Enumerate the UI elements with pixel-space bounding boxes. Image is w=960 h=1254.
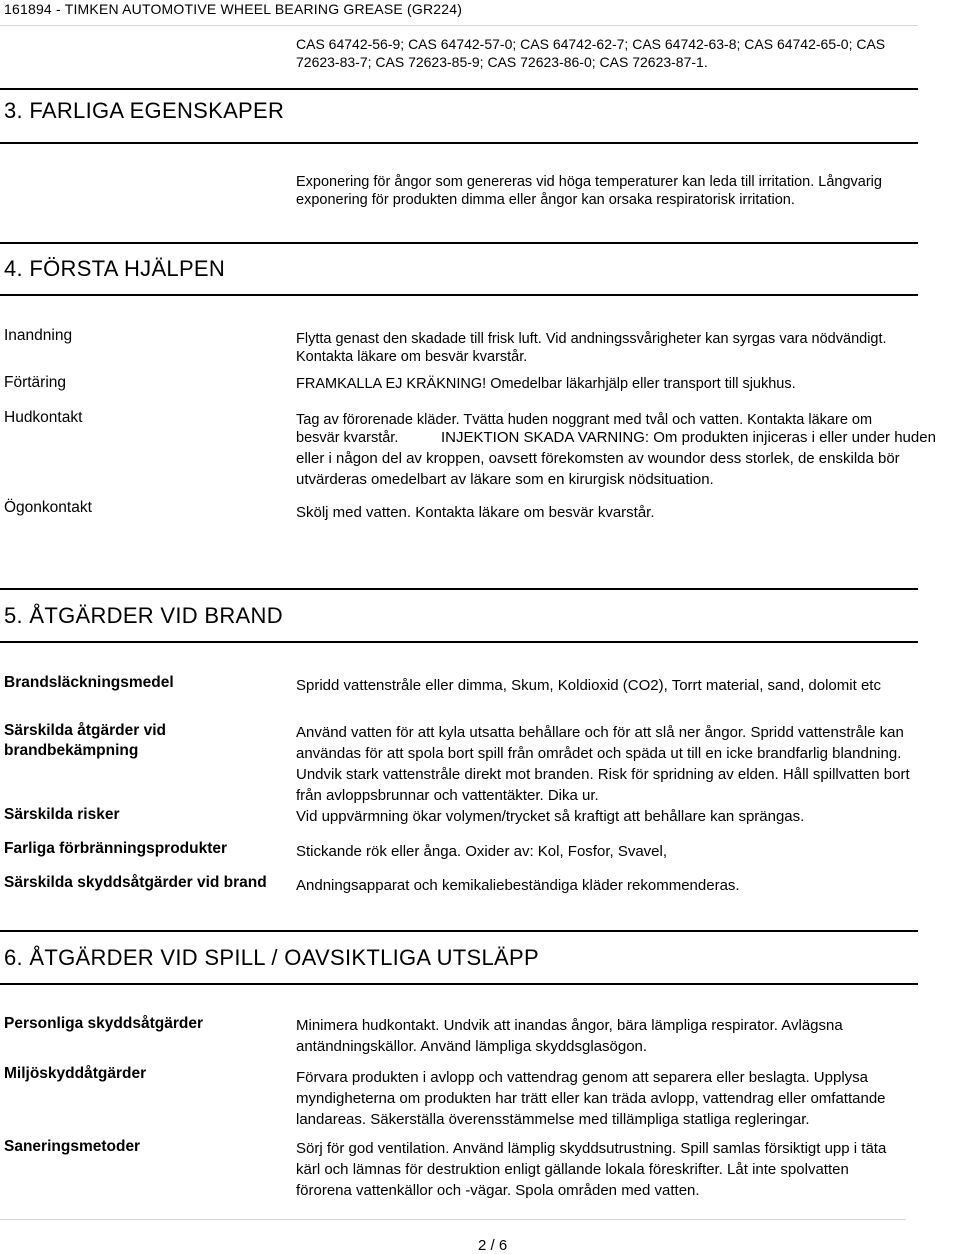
spill-label-personal-precautions: Personliga skyddsåtgärder — [4, 1015, 203, 1032]
section-3-top-rule — [0, 88, 918, 90]
spill-text-cleanup-methods: Sörj för god ventilation. Använd lämplig skyddsutrustning. Spill samlas försiktigt upp i täta kärl och lämnas för destruktion enligt gällande lokala föreskrifter. Låt inte spolvatten förorena vattenkällor och -vägar. Spola områden med vatten. — [296, 1140, 887, 1199]
footer-divider — [0, 1219, 906, 1220]
section-5-title: 5. ÅTGÄRDER VID BRAND — [4, 603, 283, 628]
fire-text-extinguishing-media: Spridd vattenstråle eller dimma, Skum, Koldioxid (CO2), Torrt material, sand, dolomit etc — [296, 677, 881, 694]
fire-label-special-measures: Särskilda åtgärder vid brandbekämpning — [4, 722, 166, 759]
fire-text-protective-measures: Andningsapparat och kemikaliebeständiga kläder rekommenderas. — [296, 877, 740, 894]
first-aid-label-skin: Hudkontakt — [4, 409, 83, 426]
header-divider — [0, 25, 918, 26]
spill-label-environmental-precautions: Miljöskyddåtgärder — [4, 1065, 147, 1082]
spill-text-personal-precautions: Minimera hudkontakt. Undvik att inandas ångor, bära lämpliga respirator. Avlägsna antändningskällor. Använd lämpliga skyddsglasögon. — [296, 1017, 843, 1055]
section-6-bottom-rule — [0, 983, 918, 985]
section-5-bottom-rule — [0, 641, 918, 643]
fire-label-extinguishing-media: Brandsläckningsmedel — [4, 674, 174, 691]
section-6-title: 6. ÅTGÄRDER VID SPILL / OAVSIKTLIGA UTSLÄPP — [4, 945, 539, 970]
fire-text-combustion-products: Stickande rök eller ånga. Oxider av: Kol, Fosfor, Svavel, — [296, 843, 668, 860]
section-5-top-rule — [0, 588, 918, 590]
first-aid-text-inhalation: Flytta genast den skadade till frisk luft. Vid andningssvårigheter kan syrgas vara nödvändigt. Kontakta läkare om besvär kvarstår. — [296, 331, 887, 365]
spill-text-environmental-precautions: Förvara produkten i avlopp och vattendrag genom att separera eller beslagta. Upplysa myndigheterna om produkten har trätt eller kan träda avlopp, vattendrag eller omfattande landareas. Säkerställa överensstämmelse med tillämpliga statliga regleringar. — [296, 1069, 886, 1128]
first-aid-text-skin: Tag av förorenade kläder. Tvätta huden noggrant med tvål och vatten. Kontakta läkare om besvär kvarstår. — [296, 412, 873, 446]
document-header-title: 161894 - TIMKEN AUTOMOTIVE WHEEL BEARING GREASE (GR224) — [4, 1, 463, 17]
first-aid-label-ingestion: Förtäring — [4, 374, 67, 391]
section-3-text: Exponering för ångor som genereras vid höga temperaturer kan leda till irritation. Långvarig exponering för produkten dimma eller ångor kan orsaka respiratorisk irritation. — [296, 174, 882, 208]
fire-label-protective-measures: Särskilda skyddsåtgärder vid brand — [4, 874, 267, 891]
fire-label-combustion-products: Farliga förbränningsprodukter — [4, 840, 228, 857]
first-aid-label-eye: Ögonkontakt — [4, 499, 92, 516]
first-aid-text-injection-warning: INJEKTION SKADA VARNING: Om produkten injiceras i eller under huden eller i någon del av kroppen, oavsett förekomsten av woundor dess storlek, de enskilda bör utvärderas omedelbart av läkare som en kirurgisk nödsituation. — [296, 429, 936, 488]
fire-label-special-risks: Särskilda risker — [4, 806, 120, 823]
first-aid-text-ingestion: FRAMKALLA EJ KRÄKNING! Omedelbar läkarhjälp eller transport till sjukhus. — [296, 376, 796, 392]
section-3-bottom-rule — [0, 142, 918, 144]
section-4-bottom-rule — [0, 294, 918, 296]
section-6-top-rule — [0, 930, 918, 932]
section-3-title: 3. FARLIGA EGENSKAPER — [4, 98, 285, 123]
page-number: 2 / 6 — [478, 1237, 508, 1254]
section-4-top-rule — [0, 242, 918, 244]
first-aid-text-eye: Skölj med vatten. Kontakta läkare om besvär kvarstår. — [296, 504, 655, 521]
spill-label-cleanup-methods: Saneringsmetoder — [4, 1138, 141, 1155]
cas-numbers: CAS 64742-56-9; CAS 64742-57-0; CAS 64742-62-7; CAS 64742-63-8; CAS 64742-65-0; CAS 72623-83-7; CAS 72623-85-9; CAS 72623-86-0; CAS 72623-87-1. — [296, 36, 886, 70]
section-4-title: 4. FÖRSTA HJÄLPEN — [4, 256, 226, 281]
fire-text-special-measures: Använd vatten för att kyla utsatta behållare och för att slå ner ångor. Spridd vattenstråle kan användas för att spola bort spill från området och späda ut till en icke brandfarlig blandning. Undvik stark vattenstråle direkt mot branden. Risk för spridning av elden. Håll spillvatten bort från avloppsbrunnar och vattentäkter. Dika ur. — [296, 724, 910, 804]
fire-text-special-risks: Vid uppvärmning ökar volymen/trycket så kraftigt att behållare kan sprängas. — [296, 808, 805, 825]
first-aid-label-inhalation: Inandning — [4, 327, 73, 344]
